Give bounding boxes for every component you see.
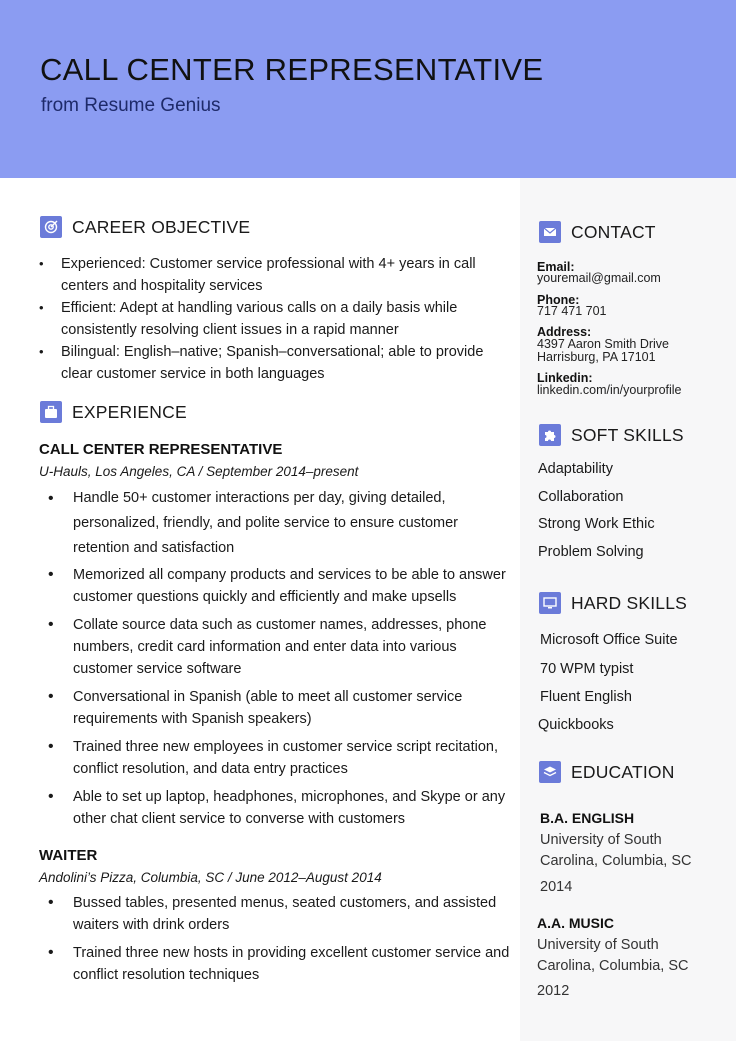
email-value: youremail@gmail.com [537, 271, 661, 285]
puzzle-icon [539, 424, 561, 446]
list-item: • Bussed tables, presented menus, seated customers, and assisted waiters with drink orders [73, 892, 513, 936]
hard-skill-item: Microsoft Office Suite [540, 632, 678, 648]
education-year: 2012 [537, 983, 570, 999]
education-heading: EDUCATION [539, 761, 675, 783]
address-line-1: 4397 Aaron Smith Drive [537, 337, 670, 351]
resume-header [0, 0, 736, 178]
linkedin-value: linkedin.com/in/yourprofile [537, 383, 682, 397]
contact-heading: CONTACT [539, 221, 656, 243]
education-degree: B.A. ENGLISH [540, 810, 635, 826]
soft-skill-item: Collaboration [538, 489, 624, 505]
soft-skill-item: Adaptability [538, 461, 613, 477]
hard-skill-item: Fluent English [540, 689, 632, 705]
list-item: • Handle 50+ customer interactions per day, giving detailed, personalized, friendly, and polite service to ensure customer retention and satisfaction [73, 486, 513, 561]
career-objective-list [61, 253, 501, 385]
soft-skill-item: Strong Work Ethic [538, 516, 655, 532]
soft-skill-item: Problem Solving [538, 544, 644, 560]
soft-skills-heading: SOFT SKILLS [539, 424, 684, 446]
phone-label: Phone: [537, 293, 580, 307]
list-item: • Collate source data such as customer names, addresses, phone numbers, credit card information and enter data into various customer service software [73, 614, 513, 680]
experience-heading: EXPERIENCE [40, 401, 187, 423]
education-school: University of South [537, 937, 659, 953]
briefcase-icon [40, 401, 62, 423]
hard-skill-item: Quickbooks [538, 717, 614, 733]
envelope-icon [539, 221, 561, 243]
list-item: • Memorized all company products and services to be able to answer customer questions quickly and efficiently and make upsells [73, 564, 513, 608]
list-item: • Trained three new employees in customer service script recitation, conflict resolution, and data entry practices [73, 736, 513, 780]
email-label: Email: [537, 260, 575, 274]
list-item: • Able to set up laptop, headphones, microphones, and Skype or any other chat client service to converse with customers [73, 786, 513, 830]
job-meta: U-Hauls, Los Angeles, CA / September 2014–present [39, 464, 359, 479]
job-title: CALL CENTER REPRESENTATIVE [39, 441, 283, 458]
target-icon [40, 216, 62, 238]
education-location: Carolina, Columbia, SC [540, 853, 692, 869]
phone-value: 717 471 701 [537, 304, 607, 318]
hard-skill-item: 70 WPM typist [540, 661, 634, 677]
education-school: University of South [540, 832, 662, 848]
education-year: 2014 [540, 879, 573, 895]
address-label: Address: [537, 325, 592, 339]
education-location: Carolina, Columbia, SC [537, 958, 689, 974]
list-item: • Conversational in Spanish (able to meet all customer service requirements with Spanish speakers) [73, 686, 513, 730]
layers-icon [539, 761, 561, 783]
job-title: WAITER [39, 847, 98, 864]
address-line-2: Harrisburg, PA 17101 [537, 350, 656, 364]
education-degree: A.A. MUSIC [537, 915, 614, 931]
linkedin-label: Linkedin: [537, 371, 593, 385]
monitor-icon [539, 592, 561, 614]
hard-skills-heading: HARD SKILLS [539, 592, 687, 614]
resume-title: CALL CENTER REPRESENTATIVE [40, 52, 544, 87]
list-item: • Efficient: Adept at handling various calls on a daily basis while consistently resolving client issues in a rapid manner [61, 297, 501, 341]
resume-subtitle: from Resume Genius [41, 95, 221, 116]
career-objective-heading: CAREER OBJECTIVE [40, 216, 250, 238]
list-item: • Trained three new hosts in providing excellent customer service and conflict resolution techniques [73, 942, 513, 986]
list-item: • Experienced: Customer service professional with 4+ years in call centers and hospitality services [61, 253, 501, 297]
job-meta: Andolini’s Pizza, Columbia, SC / June 2012–August 2014 [39, 870, 382, 885]
list-item: • Bilingual: English–native; Spanish–conversational; able to provide clear customer service in both languages [61, 341, 501, 385]
